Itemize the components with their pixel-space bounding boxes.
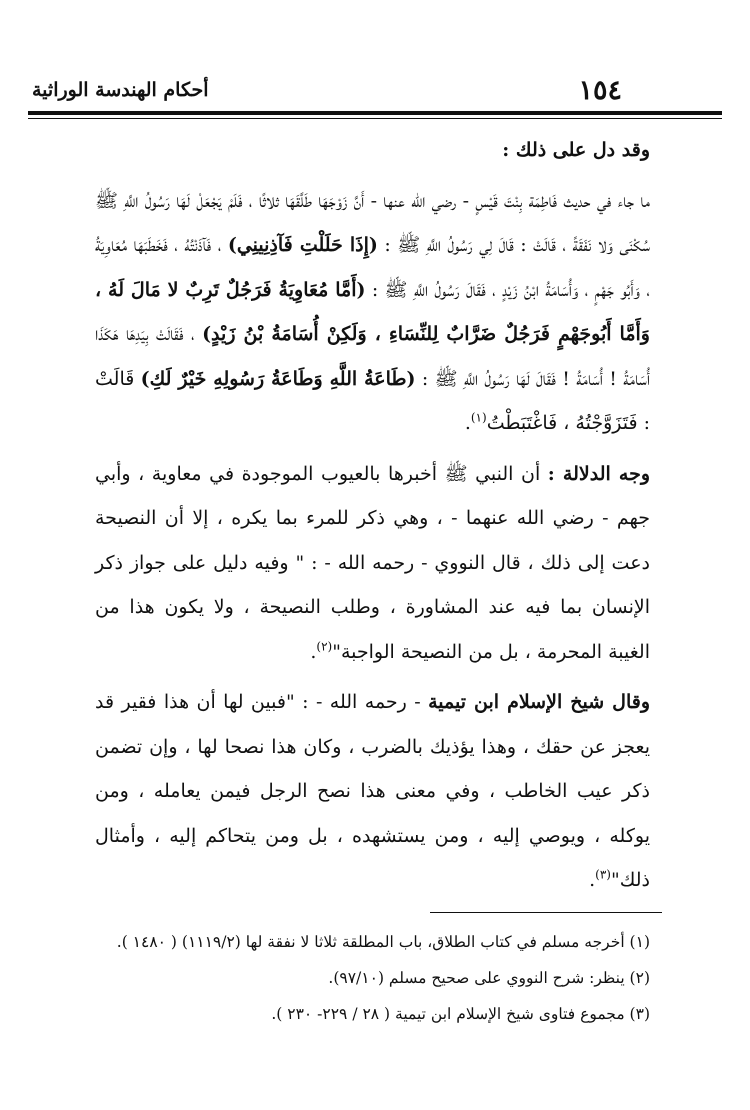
hadith-quote-1: (إِذَا حَلَلْتِ فَآذِنِينِي)	[227, 234, 378, 256]
ibn-taymiyyah-heading: وقال شيخ الإسلام ابن تيمية	[428, 691, 650, 713]
hadith-paragraph	[95, 179, 650, 446]
ibn-taymiyyah-text: - رحمه الله - : "فبين لها أن هذا فقير قد يعجز عن حقك ، وهذا يؤذيك بالضرب ، وكان هذا نصحا لها ، وإن تضمن ذكر عيب الخاطب ، وفي معنى هذا نصح الرجل فيمن يعامله ، ومن يوكله ، ويوصي إليه ، ومن يستشهده ، بل ومن يتحاكم إليه ، وأمثال ذلك"	[95, 691, 650, 891]
intro-line: وقد دل على ذلك :	[502, 139, 650, 161]
running-title: أحكام الهندسة الوراثية	[32, 79, 209, 101]
hadith-text-1: ما جاء في حديث فَاطِمَة بِنْتَ قَيْسٍ - رضي الله عنها - أَنَّ زَوْجَهَا طَلَّقَهَا ثلاثًا ، فَلَمْ يَجْعَلْ لَهَا رَسُولُ اللَّهِ ﷺ سُكْنَى وَلا نَفَقَةً ، قَالَتْ : قَالَ لِي رَسُولُ اللَّهِ ﷺ :	[95, 189, 650, 256]
header-rule-thick	[28, 111, 722, 115]
evidence-paragraph	[95, 452, 650, 675]
hadith-quote-3: (طَاعَةُ اللَّهِ وَطَاعَةُ رَسُولِهِ خَيْرٌ لَكِ)	[140, 367, 416, 390]
footnote-2: (٢) ينظر: شرح النووي على صحيح مسلم (٩٧/١٠).	[328, 969, 650, 987]
footnote-ref-2: (٢)	[316, 639, 333, 654]
page-number: ١٥٤	[578, 75, 622, 106]
hadith-text-2: ، فَآذَنْتُهُ ، فَخَطَبَهَا مُعَاوِيَةُ ، وَأَبُو جَهْمٍ ، وَأُسَامَةُ ابْنُ زَيْدٍ ، فَقَالَ رَسُولُ اللَّهِ ﷺ :	[95, 234, 650, 301]
evidence-text: أن النبي ﷺ أخبرها بالعيوب الموجودة في معاوية ، وأبي جهم - رضي الله عنهما - ، وهي ذكر للمرء بما يكره ، إلا أن النصيحة دعت إلى ذلك ، قال النووي - رحمه الله - : " وفيه دليل على جواز ذكر الإنسان بما فيه عند المشاورة ، وطلب النصيحة ، ولا يكون هذا من الغيبة المحرمة ، بل من النصيحة الواجبة"	[95, 462, 650, 663]
footnote-separator	[430, 912, 662, 913]
footnote-1: (١) أخرجه مسلم في كتاب الطلاق، باب المطلقة ثلاثا لا نفقة لها (١١١٩/٢) ( ١٤٨٠ ).	[116, 933, 650, 951]
footnote-3: (٣) مجموع فتاوى شيخ الإسلام ابن تيمية ( ٢٨ / ٢٢٩- ٢٣٠ ).	[271, 1005, 650, 1023]
footnote-ref-1: (١)	[470, 410, 487, 425]
hadith-quote-2: (أَمَّا مُعَاوِيَةُ فَرَجُلٌ تَرِبٌ لا مَالَ لَهُ ، وَأَمَّا أَبُوجَهْمٍ فَرَجُلٌ ضَرَّابٌ لِلنِّسَاءِ ، وَلَكِنْ أُسَامَةُ بْنُ زَيْدٍ)	[95, 278, 650, 345]
evidence-heading: وجه الدلالة :	[547, 462, 650, 485]
evidence-end: .	[310, 640, 317, 663]
main-text	[95, 128, 650, 909]
header-rule-thin	[28, 118, 722, 119]
hadith-end: .	[464, 412, 471, 434]
footnote-ref-3: (٣)	[595, 867, 611, 882]
ibn-taymiyyah-end: .	[589, 869, 596, 891]
page-header	[28, 66, 722, 112]
hadith-text-4: قَالَتْ : فَتَزَوَّجْتُهُ ، فَاغْتَبَطْتُ	[95, 367, 650, 434]
hadith-text-3: ، فَقَالَتْ بِيَدِهَا هَكَذَا أُسَامَةُ ! أُسَامَةُ ! فَقَالَ لَهَا رَسُولُ اللَّهِ ﷺ :	[95, 323, 651, 390]
footnotes	[80, 924, 650, 1032]
ibn-taymiyyah-paragraph	[95, 680, 650, 903]
